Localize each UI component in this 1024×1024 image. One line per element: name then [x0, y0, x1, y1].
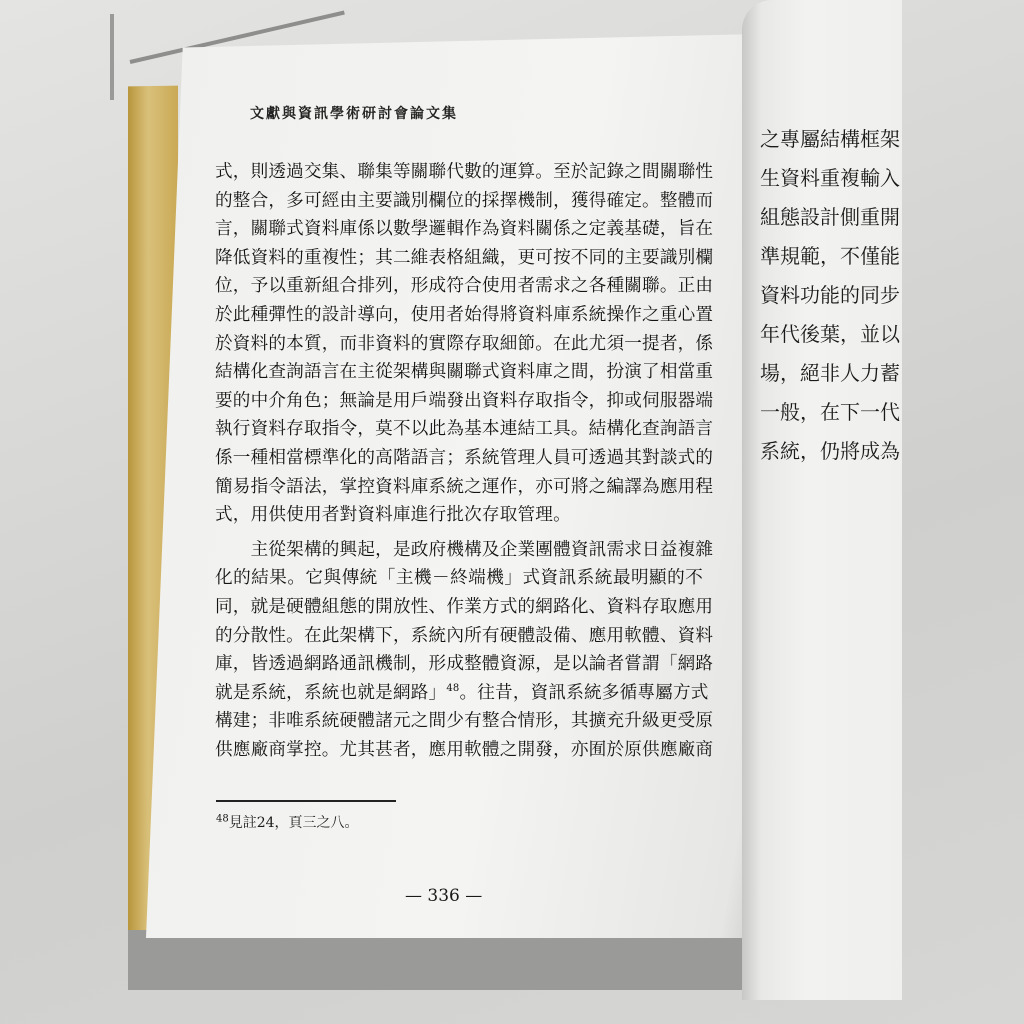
- text-line: 結構化查詢語言在主從架構與關聯式資料庫之間，扮演了相當重: [215, 362, 714, 383]
- text-line: 執行資料存取指令，莫不以此為基本連結工具。結構化查詢語言: [215, 419, 714, 440]
- text-line: 係一種相當標準化的高階語言；系統管理人員可透過其對談式的: [215, 447, 714, 468]
- text-line: 式，則透過交集、聯集等關聯代數的運算。至於記錄之間關聯性: [215, 162, 714, 182]
- footnote-reference: 48: [446, 682, 460, 694]
- running-head: 文獻與資訊學術研討會論文集: [250, 106, 458, 122]
- footnote-marker: 48: [216, 813, 229, 825]
- right-page-line: 系統，仍將成為: [760, 439, 900, 463]
- footnote: [216, 812, 359, 832]
- text-line: 式，用供使用者對資料庫進行批次存取管理。: [215, 505, 571, 526]
- text-line: 構建；非唯系統硬體諸元之間少有整合情形，其擴充升級更受原: [215, 711, 714, 732]
- text-line: 的分散性。在此架構下，系統內所有硬體設備、應用軟體、資料: [215, 625, 714, 646]
- text-segment: 。往昔，資訊系統多循專屬方式: [459, 682, 709, 703]
- text-line: 降低資料的重複性；其二維表格組織，更可按不同的主要識別欄: [215, 247, 714, 268]
- text-line: 主從架構的興起，是政府機構及企業團體資訊需求日益複雜: [215, 539, 714, 560]
- text-line-with-footnote-ref: [215, 679, 709, 708]
- body-text: [215, 158, 714, 764]
- text-line: 同，就是硬體組態的開放性、作業方式的網路化、資料存取應用: [215, 596, 714, 617]
- footnote-divider: [216, 800, 396, 802]
- text-line: 要的中介角色；無論是用戶端發出資料存取指令，抑或伺服器端: [215, 390, 714, 411]
- text-line: 言，關聯式資料庫係以數學邏輯作為資料關係之定義基礎，旨在: [215, 219, 714, 240]
- paragraph-1: [215, 158, 714, 530]
- text-line: 位，予以重新組合排列，形成符合使用者需求之各種關聯。正由: [215, 276, 714, 297]
- footnote-text: 見註24，頁三之八。: [228, 815, 359, 831]
- text-line: 供應廠商掌控。尤其甚者，應用軟體之開發，亦囿於原供應廠商: [215, 739, 714, 760]
- paragraph-2: [215, 536, 714, 765]
- page-number: — 336 —: [405, 886, 483, 906]
- right-page-line: 準規範，不僅能: [760, 244, 900, 268]
- right-page-line: 一般，在下一代: [760, 400, 900, 424]
- right-page-line: 之專屬結構框架: [760, 127, 900, 151]
- right-page-line: 生資料重複輸入: [760, 166, 900, 190]
- text-line: 庫，皆透過網路通訊機制，形成整體資源，是以論者嘗謂「網路: [215, 654, 714, 675]
- floor-tile-seam: [110, 14, 114, 100]
- text-line: 的整合，多可經由主要識別欄位的採擇機制，獲得確定。整體而: [215, 190, 714, 211]
- text-line: 於資料的本質，而非資料的實際存取細節。在此尤須一提者，係: [215, 333, 714, 354]
- text-line: 於此種彈性的設計導向，使用者始得將資料庫系統操作之重心置: [215, 304, 714, 325]
- right-page-line: 組態設計側重開: [760, 205, 900, 229]
- right-page-line: 場，絕非人力蓄: [760, 361, 900, 385]
- text-line: 化的結果。它與傳統「主機－終端機」式資訊系統最明顯的不: [215, 568, 703, 589]
- right-page-text: [760, 120, 920, 471]
- text-line: 簡易指令語法，掌控資料庫系統之運作，亦可將之編譯為應用程: [215, 476, 714, 497]
- right-page-line: 資料功能的同步: [760, 283, 900, 307]
- text-segment: 就是系統，系統也就是網路」: [215, 682, 447, 703]
- right-page-line: 年代後葉，並以: [760, 322, 900, 346]
